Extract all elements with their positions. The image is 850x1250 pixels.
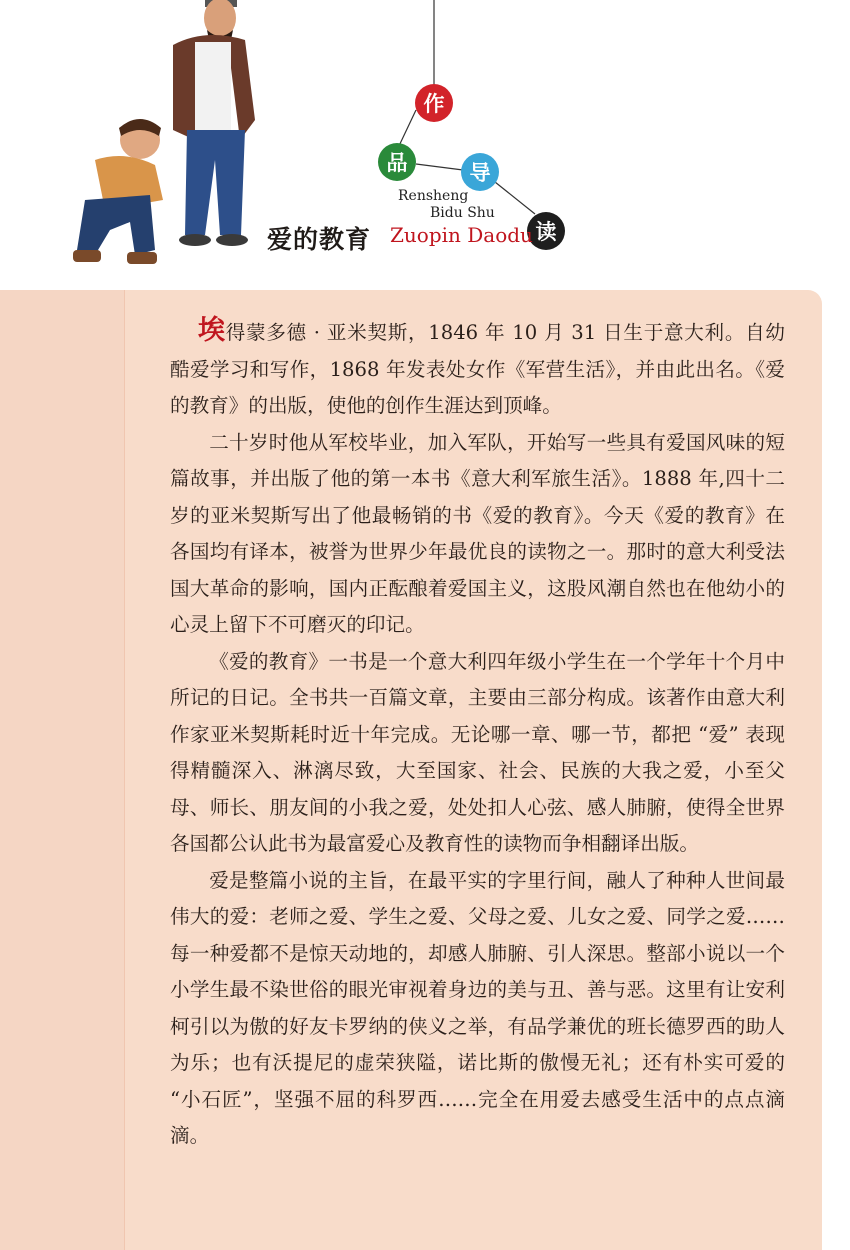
paragraph-4: 爱是整篇小说的主旨，在最平实的字里行间，融人了种种人世间最伟大的爱：老师之爱、学生之爱、父母之爱、儿女之爱、同学之爱……每一种爱都不是惊天动地的，却感人肺腑、引人深思。整部小说以一个小学生最不染世俗的眼光审视着身边的美与丑、善与恶。这里有让安利柯引以为傲的好友卡罗纳的侠义之举，有品学兼优的班长德罗西的助人为乐；也有沃提尼的虚荣狭隘，诺比斯的傲慢无礼；还有朴实可爱的 “小石匠”，坚强不屈的科罗西……完全在用爱去感受生活中的点点滴滴。 <box>170 868 785 1147</box>
badge-zuo: 作 <box>415 84 453 122</box>
book-title: 爱的教育 <box>267 225 372 254</box>
margin-rule <box>124 290 125 1250</box>
paragraph-3: 《爱的教育》一书是一个意大利四年级小学生在一个学年十个月中所记的日记。全书共一百篇文章，主要由三部分构成。该著作由意大利作家亚米契斯耗时近十年完成。无论哪一章、哪一节，都把 “爱” 表现得精髓深入、淋漓尽致，大至国家、社会、民族的大我之爱，小至父母、师长、朋友间的小我之爱，处处扣人心弦、感人肺腑，使得全世界各国都公认此书为最富爱心及教育性的读物而争相翻译出版。 <box>170 649 785 855</box>
badge-du: 读 <box>527 212 565 250</box>
badge-pin: 品 <box>378 143 416 181</box>
series-pinyin-line1: Rensheng <box>398 188 469 204</box>
section-title-pinyin: Zuopin Daodu <box>390 223 533 247</box>
article-body <box>170 313 785 1155</box>
paragraph-1: 埃得蒙多德 · 亚米契斯，1846 年 10 月 31 日生于意大利。自幼酷爱学习和写作，1868 年发表处女作《军营生活》，并由此出名。《爱的教育》的出版，使他的创作生涯达到顶峰。 <box>170 315 785 417</box>
chapter-header <box>0 0 850 290</box>
margin-stripe <box>0 290 124 1250</box>
drop-cap: 埃 <box>198 315 226 346</box>
badge-dao: 导 <box>461 153 499 191</box>
paragraph-2: 二十岁时他从军校毕业，加入军队，开始写一些具有爱国风味的短篇故事，并出版了他的第一本书《意大利军旅生活》。1888 年,四十二岁的亚米契斯写出了他最畅销的书《爱的教育》。今天《爱的教育》在各国均有译本，被誉为世界少年最优良的读物之一。那时的意大利受法国大革命的影响，国内正酝酿着爱国主义，这股风潮自然也在他幼小的心灵上留下不可磨灭的印记。 <box>170 430 785 636</box>
series-pinyin-line2: Bidu Shu <box>430 205 495 221</box>
